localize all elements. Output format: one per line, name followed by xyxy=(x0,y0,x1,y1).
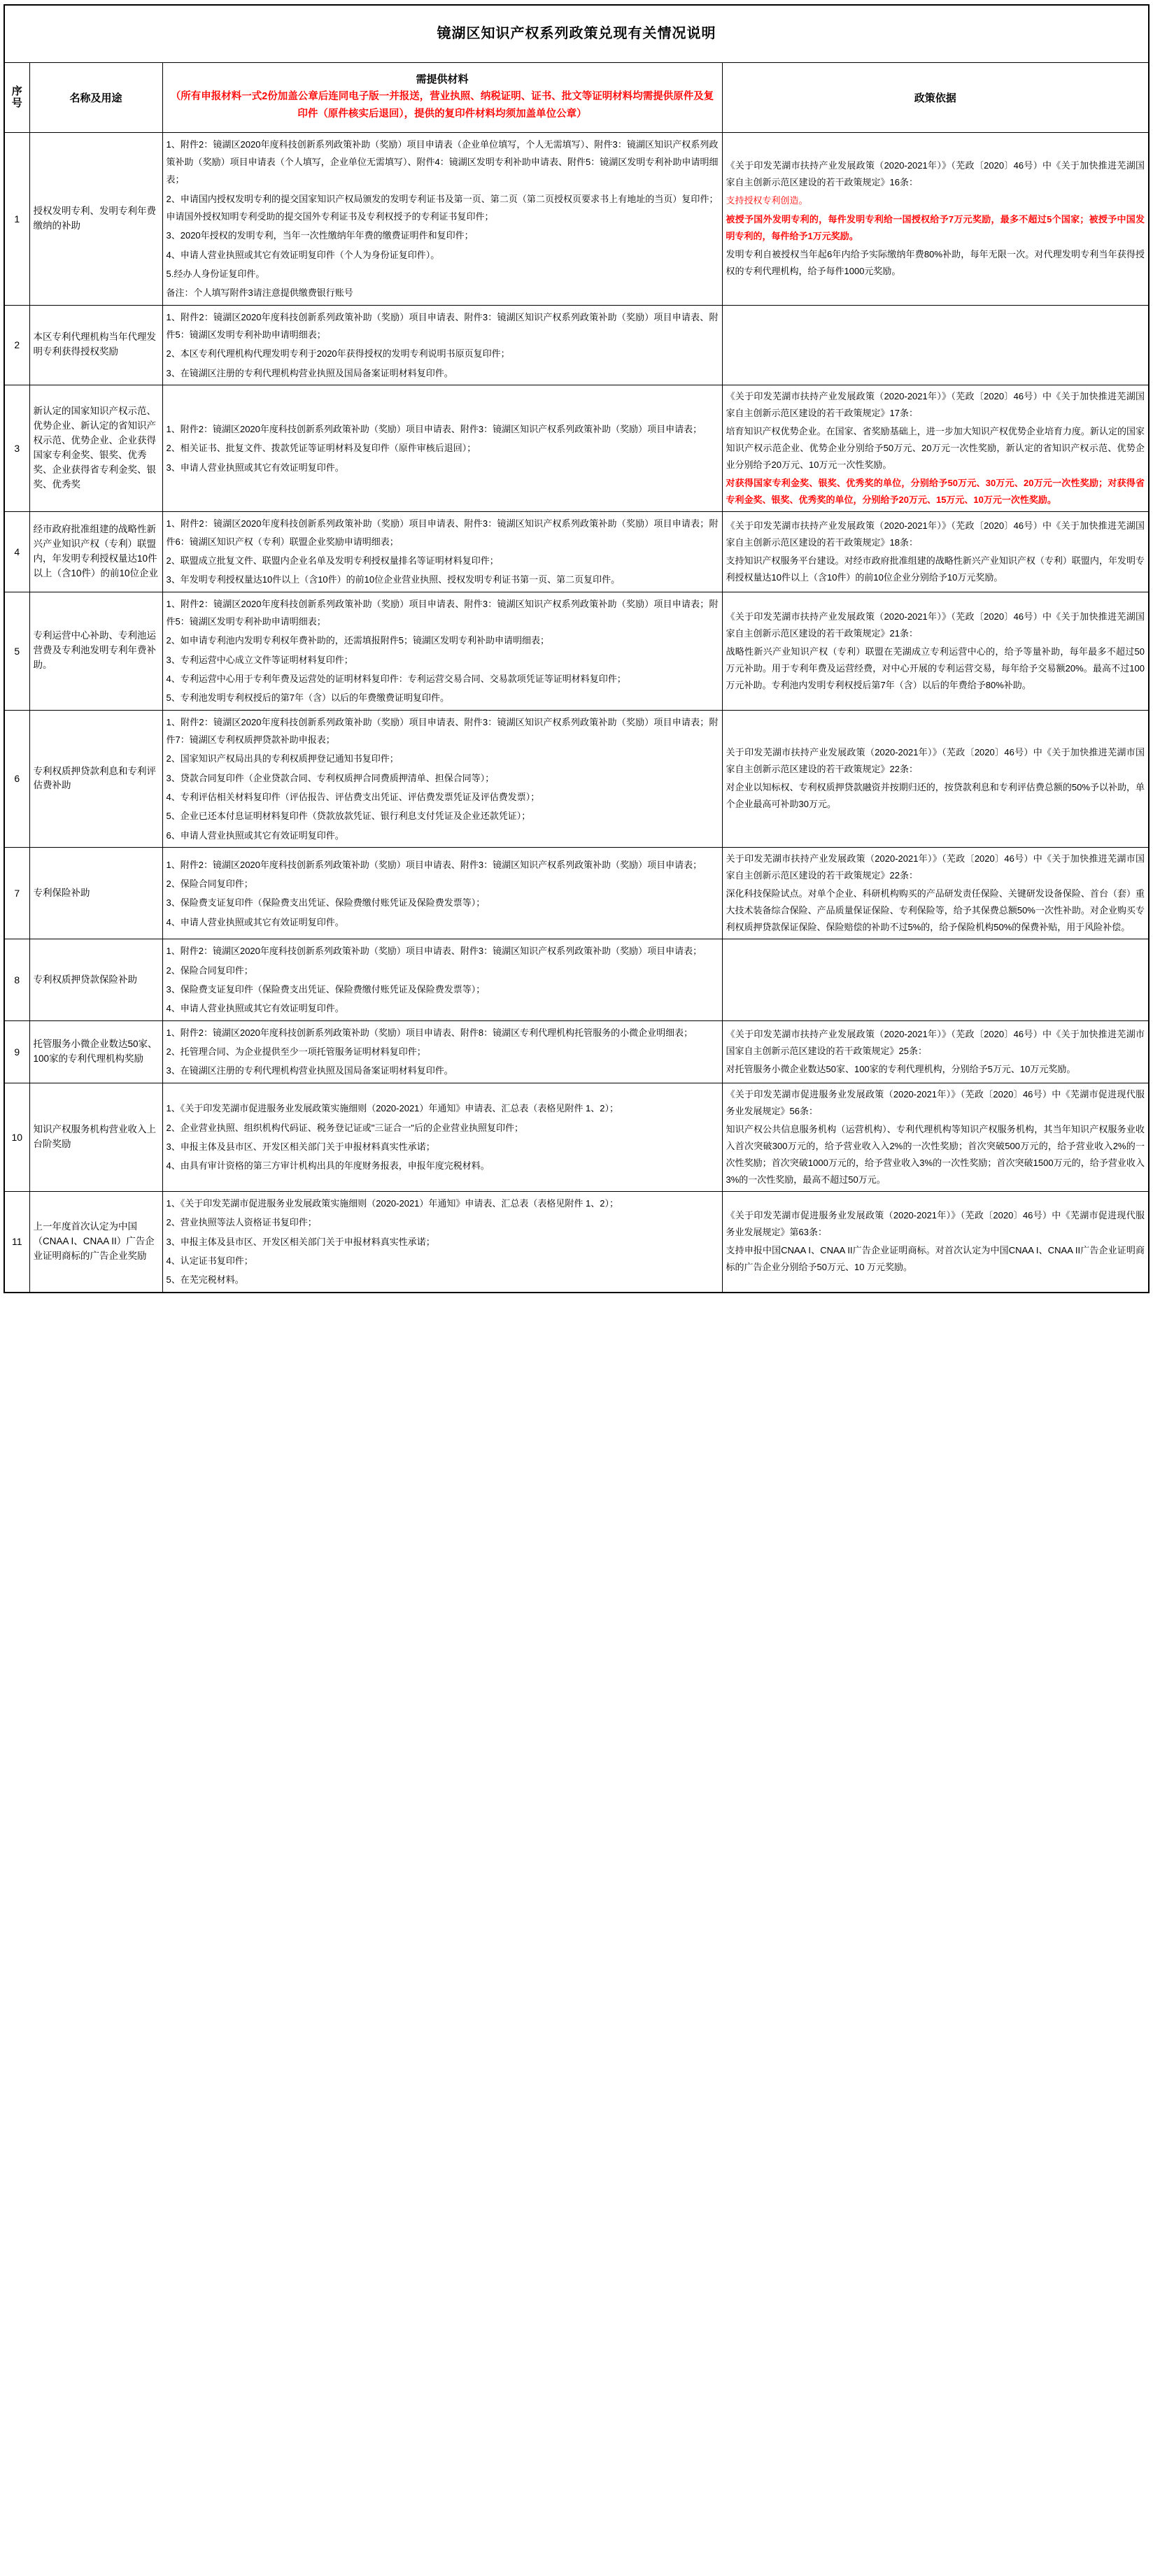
column-header-seq-line2: 号 xyxy=(11,97,22,109)
material-item: 6、申请人营业执照或其它有效证明复印件。 xyxy=(166,830,344,841)
row-required-materials xyxy=(162,592,722,710)
material-item: 3、保险费支证复印件（保险费支出凭证、保险费缴付账凭证及保险费发票等）； xyxy=(166,897,486,909)
row-policy-basis xyxy=(722,305,1149,385)
material-item: 4、申请人营业执照或其它有效证明复印件。 xyxy=(166,916,344,927)
row-name-and-purpose: 专利权质押贷款保险补助 xyxy=(29,939,162,1020)
row-required-materials xyxy=(162,939,722,1020)
row-policy-basis xyxy=(722,592,1149,710)
material-item: 1、附件2：镜湖区2020年度科技创新系列政策补助（奖励）项目申请表（企业单位填写，个人无需填写）、附件3：镜湖区知识产权系列政策补助（奖励）项目申请表（个人填写，企业单位无需填写）、附件4：镜湖区发明专利补助申请表、附件5：镜湖区发明专利补助申请明细表； xyxy=(166,138,719,185)
policy-segment: 《关于印发芜湖市扶持产业发展政策（2020-2021年）》（芜政〔2020〕46号）中《关于加快推进芜湖国家自主创新示范区建设的若干政策规定》18条： xyxy=(726,520,1145,548)
policy-segment: 对企业以知标权、专利权质押贷款融资并按期归还的，按贷款利息和专利评估费总额的50%予以补助，单个企业最高可补助30万元。 xyxy=(726,782,1145,810)
material-item: 5、企业已还本付息证明材料复印件（贷款放款凭证、银行利息支付凭证及企业还款凭证）； xyxy=(166,811,531,822)
material-item: 1、附件2：镜湖区2020年度科技创新系列政策补助（奖励）项目申请表、附件3：镜湖区知识产权系列政策补助（奖励）项目申请表；附件5：镜湖区发明专利补助申请明细表； xyxy=(166,598,719,627)
row-name-and-purpose: 本区专利代理机构当年代理发明专利获得授权奖励 xyxy=(29,305,162,385)
material-item: 备注：个人填写附件3请注意提供缴费银行账号 xyxy=(166,287,353,299)
material-item: 4、认定证书复印件； xyxy=(166,1255,253,1267)
material-item: 3、保险费支证复印件（保险费支出凭证、保险费缴付账凭证及保险费发票等）； xyxy=(166,984,486,995)
policy-segment: 关于印发芜湖市扶持产业发展政策（2020-2021年）》（芜政〔2020〕46号）中《关于加快推进芜湖市国家自主创新示范区建设的若干政策规定》22条： xyxy=(726,853,1145,881)
policy-segment: 战略性新兴产业知识产权（专利）联盟在芜湖成立专利运营中心的，给予等量补助，每年最多不超过50万元补助。用于专利年费及运营经费，对中心开展的专利运营交易，每年给予交易额20%。最高不过100万元补助。专利池内发明专利权授后第7年（含）以后的年费给予80%补助。 xyxy=(726,646,1145,690)
policy-segment: 《关于印发芜湖市扶持产业发展政策（2020-2021年）》（芜政〔2020〕46号）中《关于加快推进芜湖市国家自主创新示范区建设的若干政策规定》25条： xyxy=(726,1028,1145,1056)
row-name-and-purpose: 授权发明专利、发明专利年费缴纳的补助 xyxy=(29,132,162,305)
row-sequence-number: 4 xyxy=(4,512,29,592)
policy-segment: 支持申报中国CNAA I、CNAA II广告企业证明商标。对首次认定为中国CNAA I、CNAA II广告企业证明商标的广告企业分别给予50万元、10 万元奖励。 xyxy=(726,1245,1145,1273)
material-item: 2、本区专利代理机构代理发明专利于2020年获得授权的发明专利说明书原页复印件； xyxy=(166,348,510,360)
policy-table xyxy=(3,4,1150,1293)
policy-segment: 知识产权公共信息服务机构（运营机构）、专利代理机构等知识产权服务机构，其当年知识产权服务业收入首次突破300万元的，给予营业收入入2%的一次性奖励；首次突破500万元的，给予营业收入2%的一次性奖励；首次突破1000万元的，给予营业收入3%的一次性奖励；首次突破1500万元的，给予营业收入3%的一次性奖励，最高不超过50万元。 xyxy=(726,1123,1145,1186)
material-item: 1、《关于印发芜湖市促进服务业发展政策实施细则（2020-2021）年通知》申请表、汇总表（表格见附件 1、2）； xyxy=(166,1198,618,1209)
policy-segment: 培育知识产权优势企业。在国家、省奖励基础上，进一步加大知识产权优势企业培育力度。新认定的国家知识产权示范企业、优势企业分别给予50万元、20万元一次性奖励，新认定的省知识产权示范、优势企业分别给予20万元、10万元一次性奖励。 xyxy=(726,426,1145,471)
material-item: 1、附件2：镜湖区2020年度科技创新系列政策补助（奖励）项目申请表、附件3：镜湖区知识产权系列政策补助（奖励）项目申请表； xyxy=(166,424,702,435)
row-name-and-purpose: 专利权质押贷款利息和专利评估费补助 xyxy=(29,710,162,847)
policy-segment: 《关于印发芜湖市扶持产业发展政策（2020-2021年）》（芜政〔2020〕46号）中《关于加快推进芜湖国家自主创新示范区建设的若干政策规定》21条： xyxy=(726,611,1145,639)
table-row xyxy=(4,710,1149,847)
material-item: 1、附件2：镜湖区2020年度科技创新系列政策补助（奖励）项目申请表、附件3：镜湖区知识产权系列政策补助（奖励）项目申请表； xyxy=(166,946,702,957)
row-policy-basis xyxy=(722,512,1149,592)
row-policy-basis xyxy=(722,848,1149,939)
row-sequence-number: 1 xyxy=(4,132,29,305)
row-required-materials xyxy=(162,710,722,847)
material-item: 2、保险合同复印件； xyxy=(166,965,253,976)
material-item: 1、附件2：镜湖区2020年度科技创新系列政策补助（奖励）项目申请表、附件8：镜湖区专利代理机构托管服务的小微企业明细表； xyxy=(166,1027,693,1038)
policy-segment: 支持授权专利创造。 xyxy=(726,195,808,206)
table-row xyxy=(4,385,1149,511)
material-item: 5、专利池发明专利权授后的第7年（含）以后的年费缴费证明复印件。 xyxy=(166,692,449,704)
row-name-and-purpose: 经市政府批准组建的战略性新兴产业知识产权（专利）联盟内，年发明专利授权量达10件以上（含10件）的前10位企业 xyxy=(29,512,162,592)
row-sequence-number: 9 xyxy=(4,1020,29,1083)
table-row xyxy=(4,512,1149,592)
row-policy-basis xyxy=(722,710,1149,847)
material-item: 3、专利运营中心成立文件等证明材料复印件； xyxy=(166,654,353,665)
material-item: 2、营业执照等法人资格证书复印件； xyxy=(166,1217,317,1228)
row-name-and-purpose: 专利保险补助 xyxy=(29,848,162,939)
page-title: 镜湖区知识产权系列政策兑现有关情况说明 xyxy=(437,26,716,42)
row-name-and-purpose: 新认定的国家知识产权示范、优势企业、新认定的省知识产权示范、优势企业、企业获得国家专利金奖、银奖、优秀奖、企业获得省专利金奖、银奖、优秀奖 xyxy=(29,385,162,511)
material-item: 2、如申请专利池内发明专利权年费补助的，还需填报附件5；镜湖区发明专利补助申请明细表； xyxy=(166,635,549,646)
policy-segment: 《关于印发芜湖市扶持产业发展政策（2020-2021年）》（芜政〔2020〕46号）中《关于加快推进芜湖国家自主创新示范区建设的若干政策规定》17条： xyxy=(726,390,1145,419)
row-sequence-number: 7 xyxy=(4,848,29,939)
material-item: 4、由具有审计资格的第三方审计机构出具的年度财务报表，申报年度完税材料。 xyxy=(166,1160,490,1172)
material-item: 4、专利评估相关材料复印件（评估报告、评估费支出凭证、评估费发票凭证及评估费发票）； xyxy=(166,792,540,803)
material-item: 3、2020年授权的发明专利，当年一次性缴纳年年费的缴费证明件和复印件； xyxy=(166,230,474,241)
policy-segment: 关于印发芜湖市扶持产业发展政策（2020-2021年）》（芜政〔2020〕46号）中《关于加快推进芜湖市国家自主创新示范区建设的若干政策规定》22条： xyxy=(726,747,1145,775)
material-item: 2、相关证书、批复文件、拨款凭证等证明材料及复印件（原件审核后退回）； xyxy=(166,443,476,454)
row-required-materials xyxy=(162,512,722,592)
column-header-seq-line1: 序 xyxy=(11,85,22,97)
material-item: 1、附件2：镜湖区2020年度科技创新系列政策补助（奖励）项目申请表、附件3：镜湖区知识产权系列政策补助（奖励）项目申请表；附件6：镜湖区知识产权（专利）联盟企业奖励申请明细表； xyxy=(166,518,719,547)
table-row xyxy=(4,1020,1149,1083)
table-row xyxy=(4,305,1149,385)
policy-segment: 《关于印发芜湖市促进服务业发展政策（2020-2021年）》（芜政〔2020〕46号）中《芜湖市促进现代服务业发展规定》第63条： xyxy=(726,1210,1145,1238)
row-sequence-number: 5 xyxy=(4,592,29,710)
material-item: 3、在镜湖区注册的专利代理机构营业执照及国局备案证明材料复印件。 xyxy=(166,367,453,378)
row-sequence-number: 3 xyxy=(4,385,29,511)
row-policy-basis xyxy=(722,939,1149,1020)
material-item: 3、申报主体及县市区、开发区相关部门关于申报材料真实性承诺； xyxy=(166,1141,435,1152)
material-item: 2、申请国内授权发明专利的提交国家知识产权局颁发的发明专利证书及第一页、第二页（第二页授权页要求书上有地址的当页）复印件；申请国外授权知明专利受助的提交国外专利证书及专利权授予的专利证书复印件； xyxy=(166,193,719,222)
column-header-name: 名称及用途 xyxy=(29,62,162,132)
row-required-materials xyxy=(162,1192,722,1293)
row-policy-basis xyxy=(722,1192,1149,1293)
material-item: 2、保险合同复印件； xyxy=(166,878,253,889)
material-item: 1、《关于印发芜湖市促进服务业发展政策实施细则（2020-2021）年通知》申请表、汇总表（表格见附件 1、2）； xyxy=(166,1103,618,1114)
row-name-and-purpose: 上一年度首次认定为中国（CNAA I、CNAA II）广告企业证明商标的广告企业奖励 xyxy=(29,1192,162,1293)
table-row xyxy=(4,132,1149,305)
material-item: 3、申请人营业执照或其它有效证明复印件。 xyxy=(166,462,344,473)
row-required-materials xyxy=(162,1020,722,1083)
material-item: 5、在芜完税材料。 xyxy=(166,1274,244,1286)
column-header-seq xyxy=(4,62,29,132)
material-item: 1、附件2：镜湖区2020年度科技创新系列政策补助（奖励）项目申请表、附件3：镜湖区知识产权系列政策补助（奖励）项目申请表、附件5：镜湖区发明专利补助申请明细表； xyxy=(166,311,719,340)
policy-segment: 《关于印发芜湖市促进服务业发展政策（2020-2021年）》（芜政〔2020〕46号）中《芜湖市促进现代服务业发展规定》56条： xyxy=(726,1088,1145,1116)
policy-segment: 发明专利自被授权当年起6年内给予实际缴纳年费80%补助，每年无限一次。对代理发明专利当年获得授权的专利代理机构，给予每件1000元奖励。 xyxy=(726,248,1145,276)
row-name-and-purpose: 托管服务小微企业数达50家、100家的专利代理机构奖励 xyxy=(29,1020,162,1083)
row-sequence-number: 6 xyxy=(4,710,29,847)
row-policy-basis xyxy=(722,385,1149,511)
row-sequence-number: 8 xyxy=(4,939,29,1020)
table-row xyxy=(4,1083,1149,1191)
row-name-and-purpose: 知识产权服务机构营业收入上台阶奖励 xyxy=(29,1083,162,1191)
policy-segment: 深化科技保险试点。对单个企业、科研机构购买的产品研发责任保险、关键研发设备保险、首台（套）重大技术装备综合保险、产品质量保证保险、专利保险等，给予其保费总额50%一次性补助。对企业购买专利权质押贷款保证保险、保险赔偿的补助不过5%的，给予保险机构50%的保费补贴，用于风险补偿。 xyxy=(726,888,1145,933)
table-row xyxy=(4,1192,1149,1293)
material-item: 3、申报主体及县市区、开发区相关部门关于申报材料真实性承诺； xyxy=(166,1236,435,1247)
column-header-materials-note: （所有申报材料一式2份加盖公章后连同电子版一并报送，营业执照、纳税证明、证书、批文等证明材料均需提供原件及复印件（原件核实后退回），提供的复印件材料均须加盖单位公章） xyxy=(170,90,714,120)
material-item: 4、申请人营业执照或其它有效证明复印件（个人为身份证复印件）。 xyxy=(166,249,440,260)
row-sequence-number: 11 xyxy=(4,1192,29,1293)
row-required-materials xyxy=(162,385,722,511)
table-header-row xyxy=(4,62,1149,132)
material-item: 5.经办人身份证复印件。 xyxy=(166,268,265,279)
material-item: 2、托管理合同、为企业提供至少一项托管服务证明材料复印件； xyxy=(166,1046,426,1058)
row-sequence-number: 2 xyxy=(4,305,29,385)
row-sequence-number: 10 xyxy=(4,1083,29,1191)
title-row xyxy=(4,5,1149,62)
row-policy-basis xyxy=(722,1020,1149,1083)
column-header-materials xyxy=(162,62,722,132)
row-required-materials xyxy=(162,848,722,939)
material-item: 4、申请人营业执照或其它有效证明复印件。 xyxy=(166,1003,344,1014)
material-item: 1、附件2：镜湖区2020年度科技创新系列政策补助（奖励）项目申请表、附件3：镜湖区知识产权系列政策补助（奖励）项目申请表； xyxy=(166,859,702,870)
table-row xyxy=(4,848,1149,939)
material-item: 1、附件2：镜湖区2020年度科技创新系列政策补助（奖励）项目申请表、附件3：镜湖区知识产权系列政策补助（奖励）项目申请表；附件7：镜湖区专利权质押贷款补助申报表； xyxy=(166,716,719,746)
policy-segment: 对获得国家专利金奖、银奖、优秀奖的单位，分别给予50万元、30万元、20万元一次性奖励；对获得省专利金奖、银奖、优秀奖的单位，分别给予20万元、15万元、10万元一次性奖励。 xyxy=(726,478,1145,506)
row-required-materials xyxy=(162,132,722,305)
material-item: 3、年发明专利授权量达10件以上（含10件）的前10位企业营业执照、授权发明专利证书第一页、第二页复印件。 xyxy=(166,574,621,585)
row-policy-basis xyxy=(722,132,1149,305)
table-row xyxy=(4,592,1149,710)
policy-segment: 被授予国外发明专利的，每件发明专利给一国授权给予7万元奖励，最多不超过5个国家；被授予中国发明专利的，每件给予1万元奖励。 xyxy=(726,213,1145,241)
table-row xyxy=(4,939,1149,1020)
row-required-materials xyxy=(162,305,722,385)
material-item: 2、联盟成立批复文件、联盟内企业名单及发明专利授权量排名等证明材料复印件； xyxy=(166,555,499,566)
material-item: 3、贷款合同复印件（企业贷款合同、专利权质押合同费质押清单、担保合同等）； xyxy=(166,772,495,783)
policy-segment: 对托管服务小微企业数达50家、100家的专利代理机构，分别给予5万元、10万元奖励。 xyxy=(726,1063,1076,1074)
document-title-cell xyxy=(4,5,1149,62)
row-required-materials xyxy=(162,1083,722,1191)
material-item: 4、专利运营中心用于专利年费及运营处的证明材料复印件：专利运营交易合同、交易款项凭证等证明材料复印件； xyxy=(166,674,626,685)
column-header-policy: 政策依据 xyxy=(722,62,1149,132)
column-header-materials-title: 需提供材料 xyxy=(416,73,469,85)
row-policy-basis xyxy=(722,1083,1149,1191)
material-item: 2、企业营业执照、组织机构代码证、税务登记证或"三证合一"后的企业营业执照复印件； xyxy=(166,1122,523,1133)
material-item: 2、国家知识产权局出具的专利权质押登记通知书复印件； xyxy=(166,753,399,764)
row-name-and-purpose: 专利运营中心补助、专利池运营费及专利池发明专利年费补助。 xyxy=(29,592,162,710)
policy-segment: 支持知识产权服务平台建设。对经市政府批准组建的战略性新兴产业知识产权（专利）联盟内，年发明专利授权量达10件以上（含10件）的前10位企业分别给予10万元奖励。 xyxy=(726,555,1145,583)
policy-segment: 《关于印发芜湖市扶持产业发展政策（2020-2021年）》（芜政〔2020〕46号）中《关于加快推进芜湖国家自主创新示范区建设的若干政策规定》16条： xyxy=(726,160,1145,188)
material-item: 3、在镜湖区注册的专利代理机构营业执照及国局备案证明材料复印件。 xyxy=(166,1065,453,1076)
